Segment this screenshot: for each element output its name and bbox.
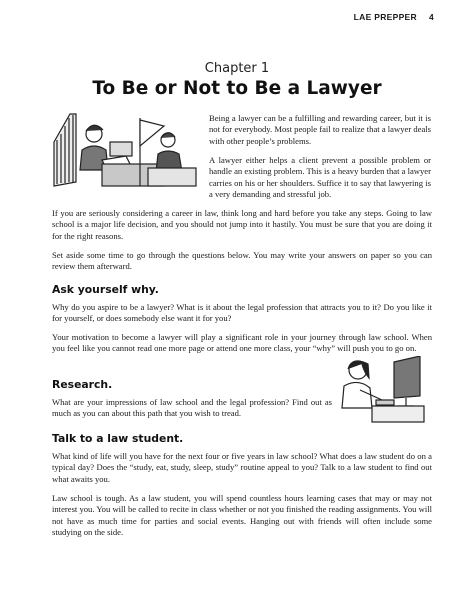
intro-paragraph-1: Being a lawyer can be a fulfilling and rewarding career, but it is not for everybody. Most people fail to realize that a lawyer deals with other people’s problems. bbox=[209, 113, 431, 146]
talk-paragraph-2: Law school is tough. As a law student, you will spend countless hours learning cases that may or may not interest you. You will be called to recite in class whether or not you finished the reading assignments. You will not have as much time for parties and social events. Hanging out with friends will often include some studying on the side. bbox=[52, 493, 432, 537]
intro-paragraph-3: If you are seriously considering a career in law, think long and hard before you take any steps. Going to law school is a major life decision, and you should not jump into it hastily. You must be sure that you are doing it for the right reasons. bbox=[52, 208, 432, 241]
talk-paragraph-1: What kind of life will you have for the next four or five years in law school? What does a law student do on a typical day? Does the “study, eat, study, sleep, study” routine appeal to you? Talk to a law student to find out what awaits you. bbox=[52, 451, 432, 484]
research-paragraph-1: What are your impressions of law school and the legal profession? Find out as much as you can about this path that you wish to tread. bbox=[52, 397, 332, 419]
ask-why-paragraph-1: Why do you aspire to be a lawyer? What is it about the legal profession that attracts you to it? Do you like it for yourself, or does somebody else want it for you? bbox=[52, 302, 432, 324]
office-meeting-illustration bbox=[52, 112, 200, 190]
running-header bbox=[354, 12, 434, 22]
chapter-title: To Be or Not to Be a Lawyer bbox=[92, 78, 382, 99]
section-heading-research: Research. bbox=[52, 378, 113, 391]
intro-paragraph-2: A lawyer either helps a client prevent a possible problem or handle an existing problem. This is a heavy burden that a lawyer carries on his or her shoulders. Suffice it to say that lawyering is a very demanding and stressful job. bbox=[209, 155, 431, 199]
section-heading-ask-why: Ask yourself why. bbox=[52, 283, 159, 296]
ask-why-paragraph-2: Your motivation to become a lawyer will play a significant role in your journey through law school. When you feel like you cannot read one more page or attend one more class, your “why” will push you to go on. bbox=[52, 332, 432, 354]
page-number: 4 bbox=[428, 12, 434, 22]
book-title: LAE PREPPER bbox=[353, 12, 417, 22]
student-at-computer-illustration bbox=[338, 356, 426, 424]
section-heading-talk-to-law-student: Talk to a law student. bbox=[52, 432, 184, 445]
chapter-label: Chapter 1 bbox=[204, 61, 270, 76]
intro-paragraph-4: Set aside some time to go through the questions below. You may write your answers on paper so you can review them afterward. bbox=[52, 250, 432, 272]
